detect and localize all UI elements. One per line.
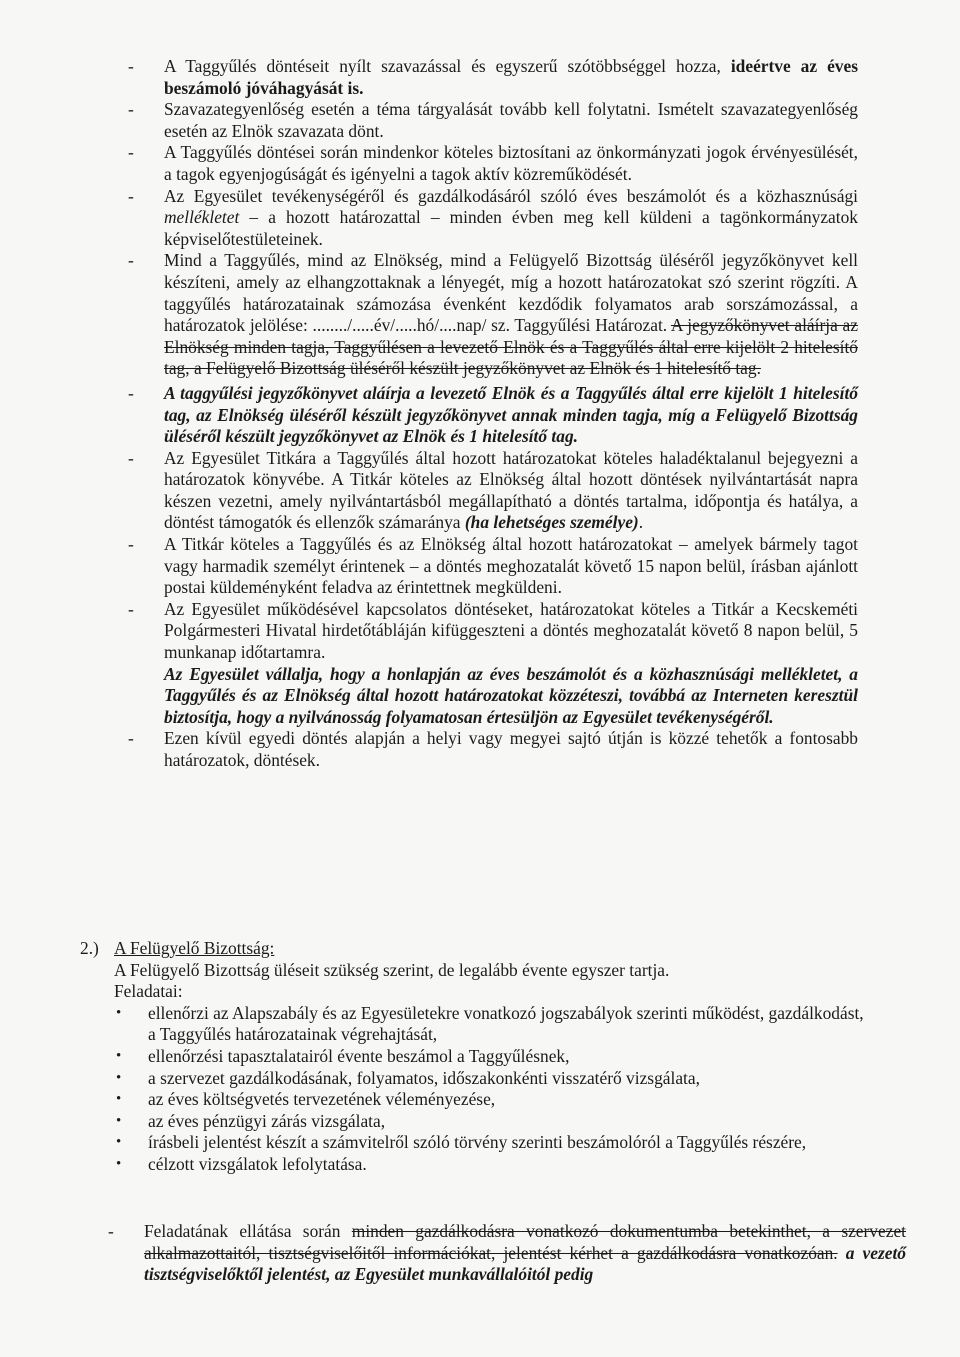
list-item: • írásbeli jelentést készít a számvitelről szóló törvény szerinti beszámolóról a Taggyűlés részére, xyxy=(116,1132,807,1153)
bullet-icon: • xyxy=(116,1069,122,1086)
dash-marker: - xyxy=(128,99,134,120)
list-item xyxy=(98,1221,906,1286)
bullet-icon: • xyxy=(116,1155,122,1172)
amended-paragraph: Az Egyesület vállalja, hogy a honlapján az éves beszámolót és a közhasznúsági mellékletet, a Taggyűlés és az Elnökség által hozott határozatokat közzéteszi, továbbá az Interneten keresztül biztosítja, hogy a nyilvánosság folyamatosan értesüljön az Egyesület tevékenységéről. xyxy=(164,663,858,727)
bold-text: ideértve az éves beszámoló jóváhagyását is. xyxy=(164,56,858,98)
struck-text: minden gazdálkodásra vonatkozó dokumentumba betekinthet, a szervezet alkalmazottaitól, tisztségviselőitől információkat, jelentést kérhet a gazdálkodásra vonatkozóan. xyxy=(144,1221,906,1263)
dash-marker: - xyxy=(128,534,134,555)
supervisory-board-section xyxy=(80,938,870,1176)
dash-marker: - xyxy=(128,447,134,468)
list-item xyxy=(118,383,858,448)
list-item: • célzott vizsgálatok lefolytatása. xyxy=(116,1153,367,1174)
paragraph: Az Egyesület tevékenységéről és gazdálkodásáról szóló éves beszámolót és a közhasznúsági mellékletet – a hozott határozattal – minden évben meg kell küldeni a tagönkormányzatok képviselőtestületeinek. xyxy=(164,185,858,249)
paragraph: Feladatának ellátása során minden gazdálkodásra vonatkozó dokumentumba betekinthet, a szervezet alkalmazottaitól, tisztségviselőitől információkat, jelentést kérhet a gazdálkodásra vonatkozóan. a vezető tisztségviselőktől jelentést, az Egyesület munkavállalóitól pedig xyxy=(144,1221,907,1285)
section-heading xyxy=(80,938,870,960)
list-item: • a szervezet gazdálkodásának, folyamatos, időszakonkénti visszatérő vizsgálata, xyxy=(116,1067,700,1088)
tasks-list xyxy=(80,1003,870,1176)
paragraph: A Taggyűlés döntései során mindenkor köteles biztosítani az önkormányzati jogok érvényesülését, a tagok egyenjogúságát és igényelni a tagok aktív közreműködését. xyxy=(164,142,858,184)
section-title: A Felügyelő Bizottság: xyxy=(114,938,275,958)
paragraph: A Titkár köteles a Taggyűlés és az Elnökség által hozott határozatokat – amelyek bármely tagot vagy harmadik személyt érintenek – a döntés meghozatalát követő 15 napon belül, írásban ajánlott postai küldeményként feladva az érintettnek megküldeni. xyxy=(164,534,858,598)
paragraph: Mind a Taggyűlés, mind az Elnökség, mind a Felügyelő Bizottság üléséről jegyzőkönyvet kell készíteni, amely az elhangzottaknak a lényegét, míg a hozott határozatokat szó szerint rögzíti. A taggyűlés határozatainak számozása évenként kezdődik folyamatos arab sorszámozással, a határozatok jelölése: ......../.....év/.....hó/....nap/ sz. Taggyűlési Határozat. A jegyzőkönyvet aláírja az Elnökség minden tagja, Taggyűlésen a levezető Elnök és a Taggyűlés által erre kijelölt 2 hitelesítő tag, a Felügyelő Bizottság üléséről készült jegyzőkönyvet az Elnök és 1 hitelesítő tag. xyxy=(164,250,858,379)
section-number: 2.) xyxy=(80,938,99,958)
paragraph: Szavazategyenlőség esetén a téma tárgyalását tovább kell folytatni. Ismételt szavazategyenlőség esetén az Elnök szavazata dönt. xyxy=(164,99,858,141)
list-item xyxy=(118,250,858,380)
dash-marker: - xyxy=(128,56,134,76)
bullet-icon: • xyxy=(116,1004,122,1021)
section-intro: A Felügyelő Bizottság üléseit szükség szerint, de legalább évente egyszer tartja. xyxy=(114,959,670,980)
paragraph: A Taggyűlés döntéseit nyílt szavazással és egyszerű szótöbbséggel hozza, ideértve az éves beszámoló jóváhagyását is. xyxy=(164,56,858,98)
bullet-icon: • xyxy=(116,1091,122,1108)
list-item xyxy=(118,728,858,771)
list-item: • ellenőrzi az Alapszabály és az Egyesületekre vonatkozó jogszabályok szerinti működést, gazdálkodást, a Taggyűlés határozatainak végrehajtását, xyxy=(116,1002,864,1045)
list-item xyxy=(118,142,858,185)
paragraph: Az Egyesület működésével kapcsolatos döntéseket, határozatokat köteles a Titkár a Kecskeméti Polgármesteri Hivatal hirdetőtábláján kifüggeszteni a döntés meghozatalát követő 8 napon belül, 5 munkanap időtartamra. xyxy=(164,598,858,663)
list-item: • az éves költségvetés tervezetének véleményezése, xyxy=(116,1089,496,1110)
bullet-icon: • xyxy=(116,1047,122,1064)
list-item xyxy=(118,186,858,251)
tasks-label: Feladatai: xyxy=(114,981,183,1002)
italic-text: mellékletet xyxy=(164,207,240,228)
struck-text: A jegyzőkönyvet aláírja az Elnökség minden tagja, Taggyűlésen a levezető Elnök és a Taggyűlés által erre kijelölt 2 hitelesítő tag, a Felügyelő Bizottság üléséről készült jegyzőkönyvet az Elnök és 1 hitelesítő tag. xyxy=(164,315,858,379)
dash-marker: - xyxy=(128,382,134,403)
rules-list xyxy=(118,56,858,772)
dash-marker: - xyxy=(128,250,134,271)
amended-paragraph: A taggyűlési jegyzőkönyvet aláírja a levezető Elnök és a Taggyűlés által erre kijelölt 1 hitelesítő tag, az Elnökség üléséről készült jegyzőkönyvet annak minden tagja, míg a Felügyelő Bizottság üléséről készült jegyzőkönyvet az Elnök és 1 hitelesítő tag. xyxy=(164,382,858,447)
list-item xyxy=(118,448,858,534)
dash-marker: - xyxy=(128,185,134,206)
bullet-icon: • xyxy=(116,1134,122,1151)
list-item: • az éves pénzügyi zárás vizsgálata, xyxy=(116,1110,386,1131)
dash-marker: - xyxy=(128,728,134,749)
list-item xyxy=(118,56,858,99)
list-item xyxy=(118,99,858,142)
paragraph: Az Egyesület Titkára a Taggyűlés által hozott határozatokat köteles haladéktalanul bejegyezni a határozatok könyvébe. A Titkár köteles az Elnökség által hozott döntések nyilvántartását napra készen vezetni, amely nyilvántartásból megállapítható a döntés tartalma, időpontja és hatálya, a döntést támogatók és ellenzők számaránya (ha lehetséges személye). xyxy=(164,447,858,533)
dash-marker: - xyxy=(128,598,134,619)
amended-text: a vezető tisztségviselőktől jelentést, az Egyesület munkavállalóitól pedig xyxy=(144,1242,907,1285)
list-item xyxy=(118,599,858,729)
list-item xyxy=(118,534,858,599)
paragraph: Ezen kívül egyedi döntés alapján a helyi vagy megyei sajtó útján is közzé tehetők a fontosabb határozatok, döntések. xyxy=(164,728,858,770)
dash-marker: - xyxy=(108,1221,114,1241)
bullet-icon: • xyxy=(116,1112,122,1129)
list-item: • ellenőrzési tapasztalatairól évente beszámol a Taggyűlésnek, xyxy=(116,1045,570,1066)
dash-marker: - xyxy=(128,142,134,163)
bold-italic-text: (ha lehetséges személye) xyxy=(464,512,639,533)
